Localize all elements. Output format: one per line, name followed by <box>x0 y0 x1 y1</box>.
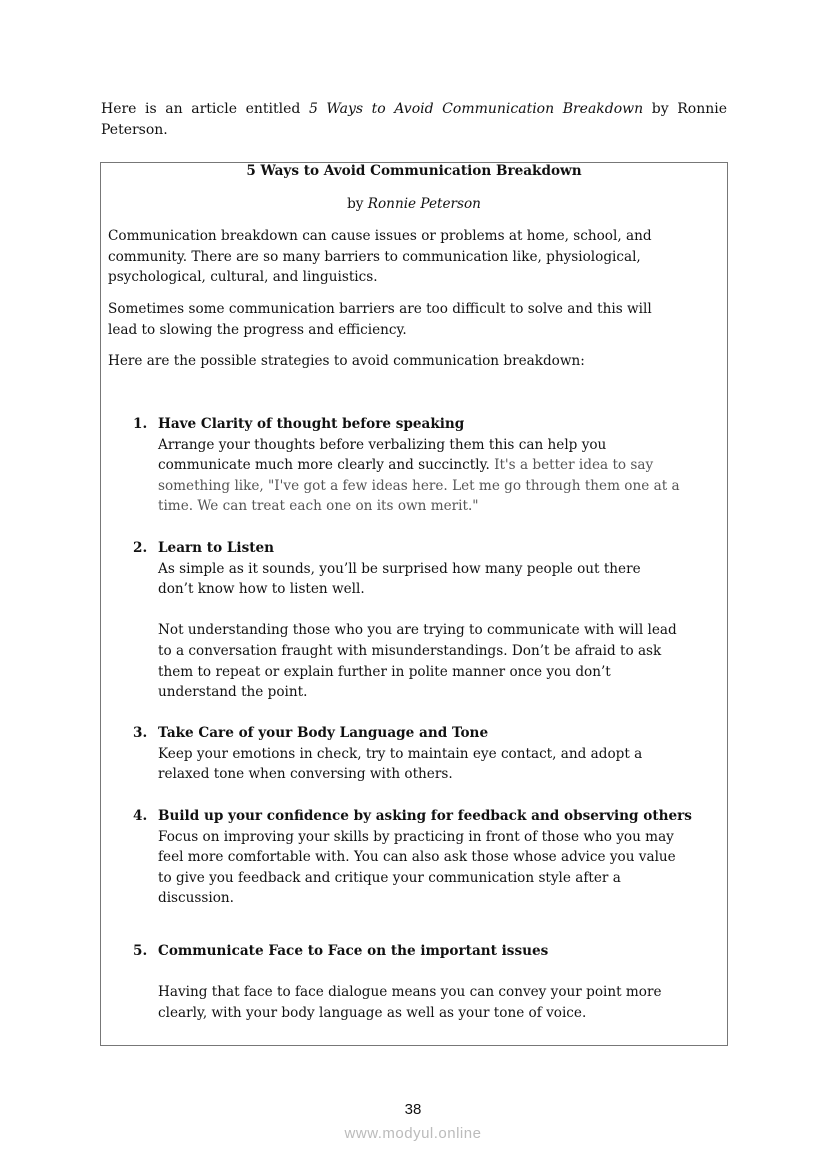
text-line: them to repeat or explain further in polite manner once you don’t <box>158 663 611 680</box>
item-number: 3. <box>133 725 148 741</box>
text-line: Focus on improving your skills by practicing in front of those who you may <box>158 828 674 845</box>
intro-text: Here is an article entitled <box>101 101 309 117</box>
text-line: Arrange your thoughts before verbalizing them this can help you <box>158 436 607 453</box>
text-line: feel more comfortable with. You can also ask those whose advice you value <box>158 849 676 866</box>
item-heading: Build up your confidence by asking for feedback and observing others <box>158 808 692 824</box>
item-number: 4. <box>133 808 148 824</box>
text-line: As simple as it sounds, you’ll be surprised how many people out there <box>158 560 641 577</box>
text-line: Not understanding those who you are trying to communicate with will lead <box>158 622 677 639</box>
text-line: relaxed tone when conversing with others. <box>158 766 453 783</box>
list-item-2 <box>158 538 677 703</box>
byline-by: by <box>347 196 368 212</box>
watermark: www.modyul.online <box>344 1125 482 1142</box>
text-line: clearly, with your body language as well as your tone of voice. <box>158 1004 587 1021</box>
item-heading: Communicate Face to Face on the important issues <box>158 943 549 959</box>
text-line: Communication breakdown can cause issues or problems at home, school, and <box>108 228 652 244</box>
intro-text-end: by Ronnie Peterson. <box>101 101 727 138</box>
text-line <box>158 455 680 476</box>
text-line: don’t know how to listen well. <box>158 581 365 598</box>
text-line: community. There are so many barriers to communication like, physiological, <box>108 248 641 265</box>
paragraph-2 <box>108 299 652 340</box>
paragraph-1 <box>108 226 652 288</box>
text-line: to give you feedback and critique your communication style after a <box>158 869 621 886</box>
text-segment: communicate much more clearly and succinctly. <box>158 457 495 474</box>
article-title <box>100 161 728 182</box>
text-line: Having that face to face dialogue means you can convey your point more <box>158 984 662 1001</box>
item-number: 2. <box>133 540 148 556</box>
list-item-1 <box>158 414 680 517</box>
text-line: something like, "I've got a few ideas here. Let me go through them one at a <box>158 477 680 494</box>
paragraph-3 <box>108 351 585 372</box>
text-line: discussion. <box>158 890 234 907</box>
text-line: time. We can treat each one on its own merit." <box>158 498 479 515</box>
item-heading: Have Clarity of thought before speaking <box>158 416 465 432</box>
list-item-3 <box>158 723 642 785</box>
item-heading: Take Care of your Body Language and Tone <box>158 725 489 741</box>
item-heading: Learn to Listen <box>158 540 275 556</box>
text-line: understand the point. <box>158 684 308 701</box>
quote-segment: It's a better idea to say <box>494 457 654 474</box>
item-number: 5. <box>133 943 148 959</box>
article-byline <box>100 194 728 215</box>
list-item-4 <box>158 806 692 909</box>
item-number: 1. <box>133 416 148 432</box>
article-title-text: 5 Ways to Avoid Communication Breakdown <box>246 163 582 179</box>
intro-paragraph <box>101 99 727 140</box>
page-number: 38 <box>404 1101 422 1118</box>
text-line: Keep your emotions in check, try to maintain eye contact, and adopt a <box>158 745 643 762</box>
text-line: Sometimes some communication barriers are too difficult to solve and this will <box>108 301 652 317</box>
text-line: to a conversation fraught with misunderstandings. Don’t be afraid to ask <box>158 642 662 659</box>
byline-author: Ronnie Peterson <box>367 196 481 212</box>
text-line: lead to slowing the progress and efficiency. <box>108 321 407 338</box>
text-line: Here are the possible strategies to avoid communication breakdown: <box>108 353 585 369</box>
intro-article-title: 5 Ways to Avoid Communication Breakdown <box>308 101 644 117</box>
text-line: psychological, cultural, and linguistics. <box>108 269 378 286</box>
list-item-5 <box>158 941 662 1023</box>
